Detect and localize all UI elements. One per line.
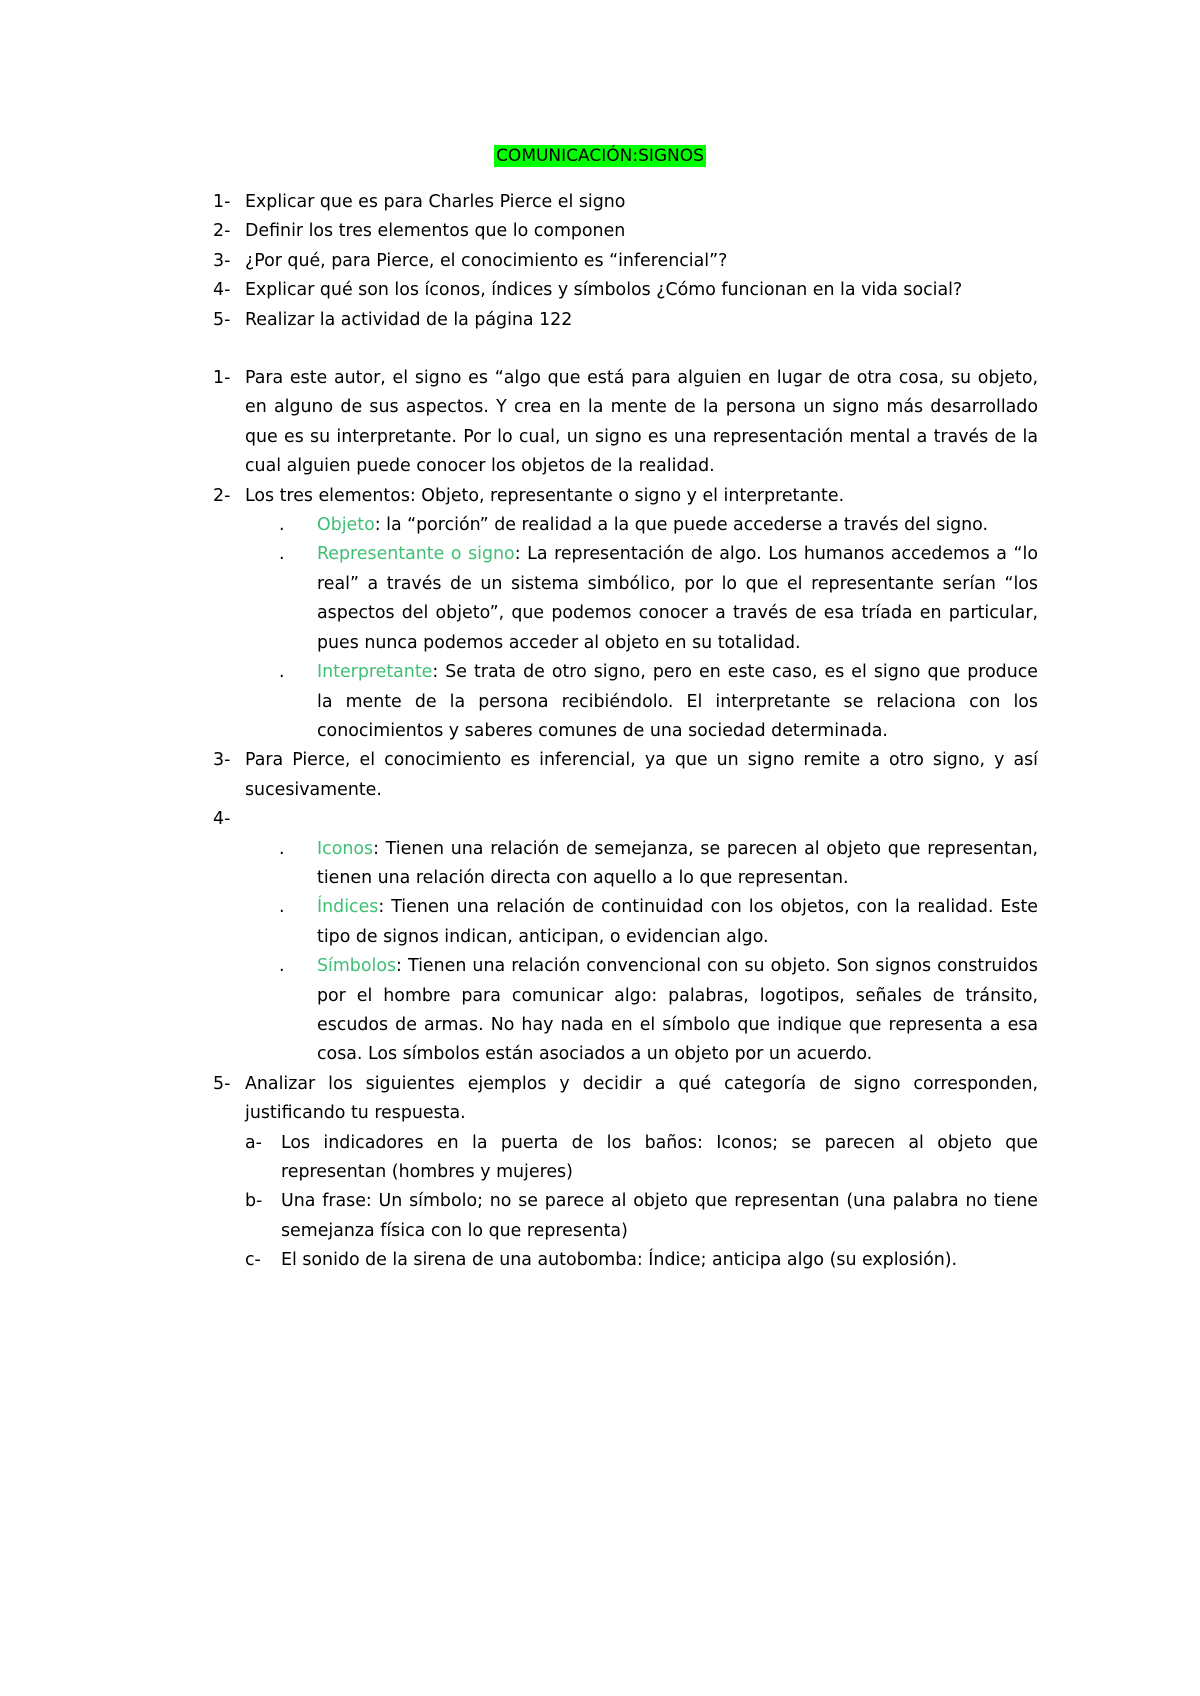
bullet-item [213, 893, 1038, 952]
answer-number: 1- [213, 368, 231, 389]
bullet-item [213, 511, 1038, 540]
term-label: Iconos [317, 838, 374, 859]
question-item [213, 247, 1038, 276]
spacer [213, 335, 1038, 364]
question-text: Explicar qué son los íconos, índices y símbolos ¿Cómo funcionan en la vida social? [245, 280, 963, 301]
bullet-item [213, 658, 1038, 746]
item-letter: b- [245, 1191, 263, 1212]
term-definition: : Se trata de otro signo, pero en este caso, es el signo que produce la mente de la persona recibiéndolo. El interpretante se relaciona con los conocimientos y saberes comunes de una sociedad determinada. [317, 662, 1038, 741]
term-definition: : Tienen una relación de continuidad con los objetos, con la realidad. Este tipo de signos indican, anticipan, o evidencian algo. [317, 897, 1038, 947]
answer-number: 4- [213, 809, 231, 830]
bullet-item [213, 835, 1038, 894]
lettered-item [213, 1246, 1038, 1275]
bullet-marker: . [279, 544, 285, 565]
question-text: ¿Por qué, para Pierce, el conocimiento es “inferencial”? [245, 250, 728, 271]
answer-number: 2- [213, 485, 231, 506]
term-definition: : la “porción” de realidad a la que puede accederse a través del signo. [374, 515, 989, 536]
answer-text: Para este autor, el signo es “algo que está para alguien en lugar de otra cosa, su objeto, en alguno de sus aspectos. Y crea en la mente de la persona un signo más desarrollado que es su interpretante. Por lo cual, un signo es una representación mental a través de la cual alguien puede conocer los objetos de la realidad. [245, 368, 1038, 477]
item-text: El sonido de la sirena de una autobomba: Índice; anticipa algo (su explosión). [281, 1250, 958, 1271]
question-text: Realizar la actividad de la página 122 [245, 309, 573, 330]
question-number: 3- [213, 250, 231, 271]
term-definition: : La representación de algo. Los humanos accedemos a “lo real” a través de un sistema simbólico, por lo que el representante serían “los aspectos del objeto”, que podemos conocer a través de esa tríada en particular, pues nunca podemos acceder al objeto en su totalidad. [317, 544, 1038, 653]
answer-item [213, 482, 1038, 511]
question-item [213, 188, 1038, 217]
answer-text: Los tres elementos: Objeto, representante o signo y el interpretante. [245, 485, 845, 506]
bullet-marker: . [279, 662, 285, 683]
item-text: Los indicadores en la puerta de los baños: Iconos; se parecen al objeto que representan (hombres y mujeres) [281, 1132, 1038, 1182]
answer-text: Para Pierce, el conocimiento es inferencial, ya que un signo remite a otro signo, y así sucesivamente. [245, 750, 1038, 800]
question-number: 4- [213, 280, 231, 301]
question-number: 2- [213, 221, 231, 242]
question-text: Definir los tres elementos que lo componen [245, 221, 626, 242]
bullet-marker: . [279, 838, 285, 859]
answer-item [213, 1070, 1038, 1129]
answer-number: 3- [213, 750, 231, 771]
bullet-marker: . [279, 956, 285, 977]
lettered-item [213, 1129, 1038, 1188]
term-label: Índices [317, 897, 379, 918]
document-title: COMUNICACIÓN:SIGNOS [496, 146, 704, 166]
bullet-item [213, 952, 1038, 1070]
answer-text: Analizar los siguientes ejemplos y decidir a qué categoría de signo corresponden, justificando tu respuesta. [245, 1073, 1038, 1124]
bullet-marker: . [279, 515, 285, 536]
item-letter: c- [245, 1250, 261, 1271]
term-label: Interpretante [317, 662, 433, 683]
question-item [213, 276, 1038, 305]
lettered-item [213, 1187, 1038, 1246]
question-number: 1- [213, 192, 231, 212]
question-item [213, 217, 1038, 246]
item-text: Una frase: Un símbolo; no se parece al objeto que representan (una palabra no tiene semejanza física con lo que representa) [281, 1191, 1038, 1241]
term-label: Símbolos [317, 956, 397, 977]
document-body [213, 188, 1038, 1276]
question-text: Explicar que es para Charles Pierce el signo [245, 192, 626, 212]
term-definition: : Tienen una relación de semejanza, se parecen al objeto que representan, tienen una relación directa con aquello a lo que representan. [317, 838, 1038, 888]
question-item [213, 306, 1038, 335]
answer-item [213, 805, 1038, 834]
item-letter: a- [245, 1132, 262, 1153]
bullet-item [213, 540, 1038, 658]
answer-item [213, 746, 1038, 805]
question-number: 5- [213, 309, 231, 330]
answer-number: 5- [213, 1073, 231, 1094]
title-container [0, 145, 1200, 167]
term-label: Representante o signo [317, 544, 515, 565]
bullet-marker: . [279, 897, 285, 918]
term-definition: : Tienen una relación convencional con su objeto. Son signos construidos por el hombre para comunicar algo: palabras, logotipos, señales de tránsito, escudos de armas. No hay nada en el símbolo que indique que representa a esa cosa. Los símbolos están asociados a un objeto por un acuerdo. [317, 956, 1038, 1065]
answer-item [213, 364, 1038, 482]
term-label: Objeto [317, 515, 375, 536]
